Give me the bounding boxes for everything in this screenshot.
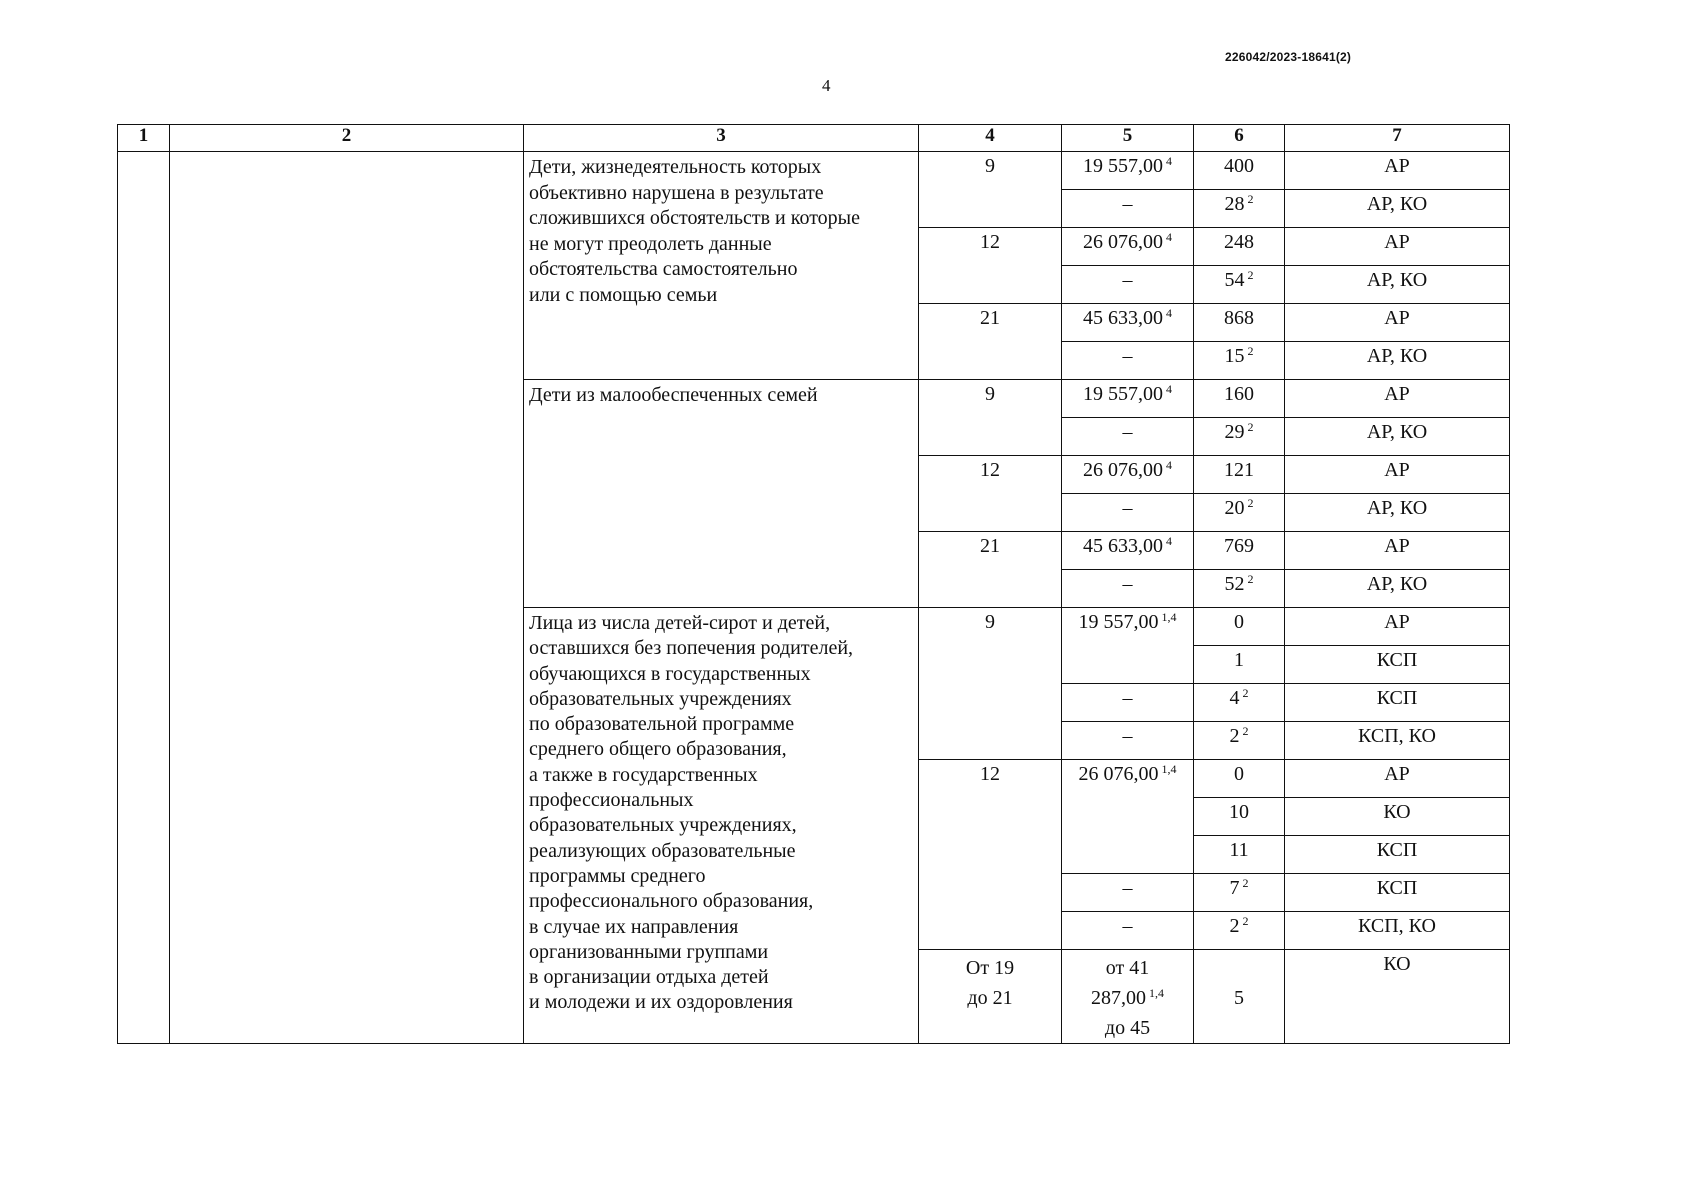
source-cell: КО [1285, 950, 1510, 1044]
category-line: оставшихся без попечения родителей, [529, 637, 854, 660]
column-header: 2 [170, 125, 524, 152]
count-cell: 2 $^2$ [1194, 722, 1285, 760]
days-cell: 9 [919, 608, 1062, 760]
sum-cell: – [1062, 684, 1194, 722]
document-id: 226042/2023-18641(2) [1225, 50, 1352, 64]
category-cell [524, 608, 919, 1044]
count-cell: 868 [1194, 304, 1285, 342]
count-cell: 4 $^2$ [1194, 684, 1285, 722]
category-line: в случае их направления [529, 915, 739, 938]
category-line: профессионального образования, [529, 890, 814, 913]
count-cell: 400 [1194, 152, 1285, 190]
category-line: Дети из малообеспеченных семей [529, 384, 818, 406]
sum-cell: – [1062, 570, 1194, 608]
sum-cell: – [1062, 494, 1194, 532]
column-header: 5 [1062, 125, 1194, 152]
source-cell: КСП [1285, 836, 1510, 874]
sum-cell: 26 076,00 $^{1,4}$ [1062, 760, 1194, 874]
category-line: реализующих образовательные [529, 839, 796, 862]
count-cell: 11 [1194, 836, 1285, 874]
category-line: по образовательной программе [529, 713, 795, 736]
count-cell: 1 [1194, 646, 1285, 684]
category-line: Лица из числа детей-сирот и детей, [529, 612, 831, 634]
sum-cell: 45 633,00 $^4$ [1062, 532, 1194, 570]
column-header: 4 [919, 125, 1062, 152]
category-line: а также в государственных [529, 763, 758, 786]
count-cell: 5 [1194, 950, 1285, 1044]
sum-cell: – [1062, 418, 1194, 456]
page-number: 4 [822, 76, 831, 95]
count-cell: 20 $^2$ [1194, 494, 1285, 532]
count-cell: 7 $^2$ [1194, 874, 1285, 912]
count-cell: 0 [1194, 760, 1285, 798]
source-cell: АР, КО [1285, 266, 1510, 304]
count-cell: 54 $^2$ [1194, 266, 1285, 304]
sum-cell: – [1062, 190, 1194, 228]
category-line: обстоятельства самостоятельно [529, 258, 798, 280]
count-cell: 0 [1194, 608, 1285, 646]
sum-cell: 45 633,00 $^4$ [1062, 304, 1194, 342]
source-cell: АР [1285, 532, 1510, 570]
sum-cell: – [1062, 342, 1194, 380]
days-cell: 21 [919, 532, 1062, 608]
category-line: объективно нарушена в результате [529, 181, 824, 204]
source-cell: КСП [1285, 646, 1510, 684]
category-cell [524, 152, 919, 380]
allocation-table [117, 124, 1510, 1044]
source-cell: КО [1285, 798, 1510, 836]
sum-cell: 19 557,00 $^4$ [1062, 152, 1194, 190]
category-line: или с помощью семьи [529, 283, 718, 306]
category-line: сложившихся обстоятельств и которые [529, 207, 860, 229]
source-cell: АР [1285, 228, 1510, 266]
cell-col2 [170, 152, 524, 1044]
sum-cell: 19 557,00 $^4$ [1062, 380, 1194, 418]
days-cell: 9 [919, 152, 1062, 228]
source-cell: АР [1285, 608, 1510, 646]
category-line: среднего общего образования, [529, 738, 787, 761]
column-header: 1 [118, 125, 170, 152]
source-cell: АР, КО [1285, 494, 1510, 532]
count-cell: 2 $^2$ [1194, 912, 1285, 950]
column-header: 3 [524, 125, 919, 152]
count-cell: 121 [1194, 456, 1285, 494]
source-cell: КСП, КО [1285, 722, 1510, 760]
cell-col1 [118, 152, 170, 1044]
category-line: организованными группами [529, 940, 769, 963]
source-cell: АР, КО [1285, 418, 1510, 456]
category-cell [524, 380, 919, 608]
days-cell: 21 [919, 304, 1062, 380]
column-number-row [118, 125, 1510, 152]
count-cell: 10 [1194, 798, 1285, 836]
sum-cell: от 41 287,00 $^{1,4}$ до 45 [1062, 950, 1194, 1044]
category-line: образовательных учреждениях, [529, 814, 797, 837]
source-cell: КСП [1285, 684, 1510, 722]
category-line: в организации отдыха детей [529, 966, 769, 989]
sum-cell: 19 557,00 $^{1,4}$ [1062, 608, 1194, 684]
source-cell: КСП [1285, 874, 1510, 912]
source-cell: КСП, КО [1285, 912, 1510, 950]
table-row [118, 152, 1510, 190]
source-cell: АР [1285, 304, 1510, 342]
source-cell: АР, КО [1285, 342, 1510, 380]
count-cell: 160 [1194, 380, 1285, 418]
sum-cell: – [1062, 874, 1194, 912]
sum-cell: – [1062, 266, 1194, 304]
category-line: программы среднего [529, 864, 706, 887]
category-line: не могут преодолеть данные [529, 232, 772, 255]
column-header: 7 [1285, 125, 1510, 152]
category-line: профессиональных [529, 789, 694, 812]
count-cell: 248 [1194, 228, 1285, 266]
source-cell: АР, КО [1285, 570, 1510, 608]
days-cell: 12 [919, 228, 1062, 304]
category-line: Дети, жизнедеятельность которых [529, 156, 822, 178]
days-cell: 12 [919, 760, 1062, 950]
sum-cell: – [1062, 912, 1194, 950]
days-cell: От 19 до 21 [919, 950, 1062, 1044]
category-line: образовательных учреждениях [529, 687, 792, 710]
column-header: 6 [1194, 125, 1285, 152]
count-cell: 29 $^2$ [1194, 418, 1285, 456]
source-cell: АР [1285, 380, 1510, 418]
source-cell: АР [1285, 456, 1510, 494]
category-line: обучающихся в государственных [529, 662, 811, 685]
source-cell: АР, КО [1285, 190, 1510, 228]
count-cell: 52 $^2$ [1194, 570, 1285, 608]
days-cell: 12 [919, 456, 1062, 532]
count-cell: 15 $^2$ [1194, 342, 1285, 380]
count-cell: 769 [1194, 532, 1285, 570]
days-cell: 9 [919, 380, 1062, 456]
source-cell: АР [1285, 760, 1510, 798]
sum-cell: 26 076,00 $^4$ [1062, 228, 1194, 266]
sum-cell: 26 076,00 $^4$ [1062, 456, 1194, 494]
source-cell: АР [1285, 152, 1510, 190]
sum-cell: – [1062, 722, 1194, 760]
category-line: и молодежи и их оздоровления [529, 991, 793, 1014]
count-cell: 28 $^2$ [1194, 190, 1285, 228]
